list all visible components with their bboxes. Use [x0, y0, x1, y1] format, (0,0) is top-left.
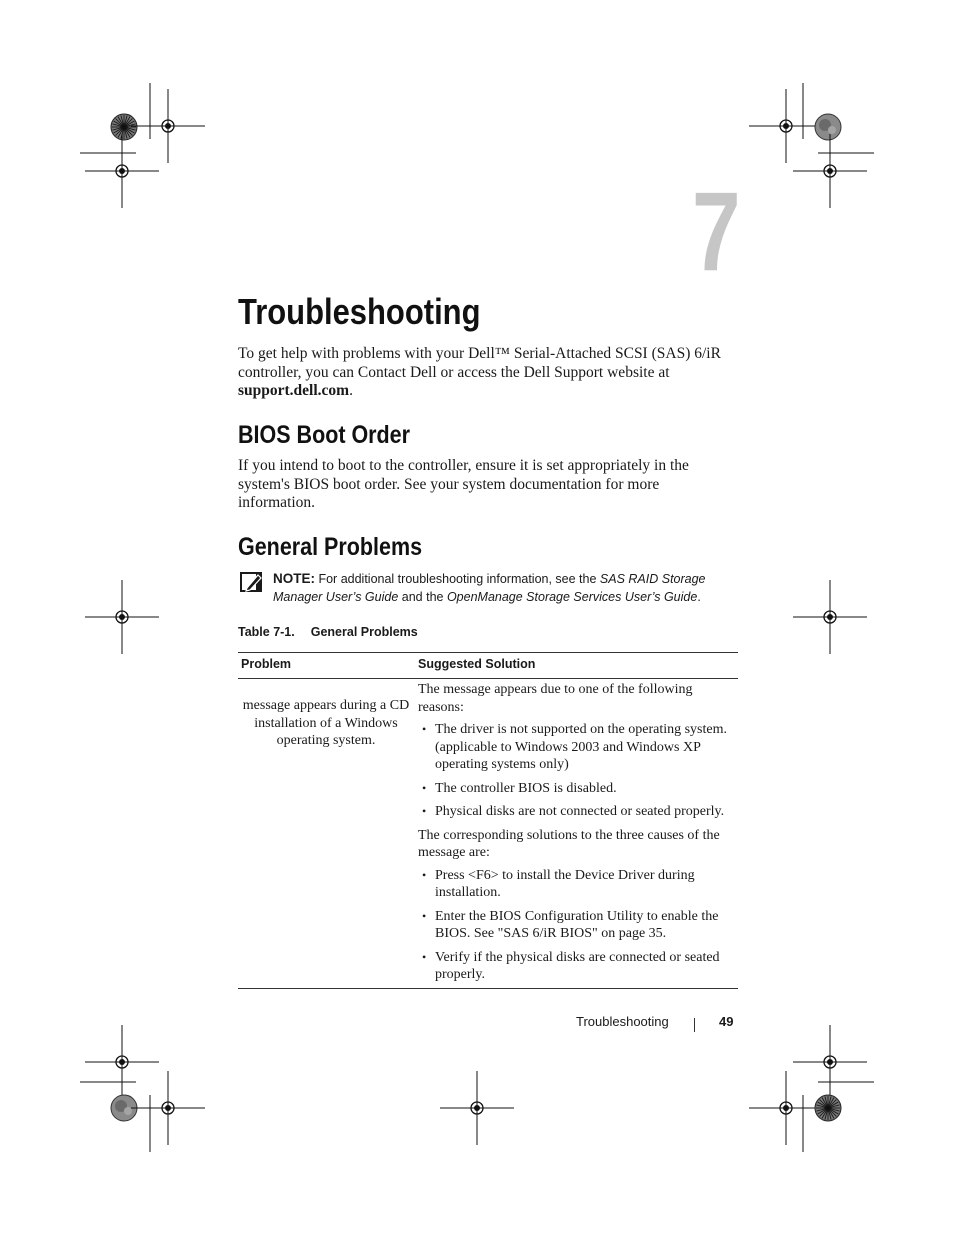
chapter-number: 7	[692, 169, 741, 294]
note-reference-2: OpenManage Storage Services User’s Guide	[446, 589, 698, 604]
reasons-intro: The message appears due to one of the following reasons:	[418, 682, 693, 715]
note-pencil-icon	[240, 572, 262, 592]
intro-paragraph	[238, 345, 738, 401]
intro-text-end: .	[349, 382, 353, 400]
note-text	[273, 570, 743, 606]
bios-boot-order-paragraph: If you intend to boot to the controller, ensure it is set appropriately in the system's BIOS boot order. See your system documentation for more information.	[238, 457, 689, 512]
footer-section-name: Troubleshooting	[576, 1014, 669, 1029]
chapter-title: Troubleshooting	[238, 291, 481, 332]
solutions-intro: The corresponding solutions to the three causes of the message are:	[418, 827, 720, 860]
bios-boot-order-heading: BIOS Boot Order	[238, 421, 411, 449]
solution-cell	[418, 681, 738, 990]
support-link[interactable]: support.dell.com	[238, 382, 350, 400]
table-header-row	[238, 653, 738, 679]
header-problem: Problem	[241, 657, 292, 671]
note-text-part: .	[697, 589, 701, 604]
footer-divider	[694, 1018, 695, 1032]
table-caption	[238, 625, 418, 639]
note-text-part: For additional troubleshooting information, see the	[315, 572, 600, 586]
table-caption-number: Table 7-1.	[238, 625, 295, 639]
reasons-list	[418, 721, 738, 821]
list-item: • The driver is not supported on the operating system. (applicable to Windows 2003 and Windows XP operating systems only)	[418, 721, 738, 774]
note-label: NOTE:	[273, 571, 315, 586]
general-problems-heading: General Problems	[238, 533, 423, 561]
table-caption-title: General Problems	[310, 625, 418, 639]
general-problems-table	[238, 652, 738, 989]
intro-text: To get help with problems with your Dell™ Serial-Attached SCSI (SAS) 6/iR controller, you can Contact Dell or access the Dell Support website at	[238, 345, 721, 381]
list-item: • Verify if the physical disks are connected or seated properly.	[418, 949, 738, 984]
list-item: • Press <F6> to install the Device Driver during installation.	[418, 867, 738, 902]
list-item: • The controller BIOS is disabled.	[418, 780, 738, 798]
list-item: • Enter the BIOS Configuration Utility to enable the BIOS. See "SAS 6/iR BIOS" on page 35.	[418, 908, 738, 943]
list-item: • Physical disks are not connected or seated properly.	[418, 803, 738, 821]
note-reference-1: SAS RAID Storage Manager User’s Guide	[273, 572, 706, 604]
problem-cell: message appears during a CD installation of a Windows operating system.	[242, 698, 410, 748]
solutions-list	[418, 867, 738, 984]
header-suggested-solution: Suggested Solution	[418, 657, 536, 671]
note-text-part: and the	[398, 589, 447, 604]
footer-page-number: 49	[719, 1014, 734, 1029]
